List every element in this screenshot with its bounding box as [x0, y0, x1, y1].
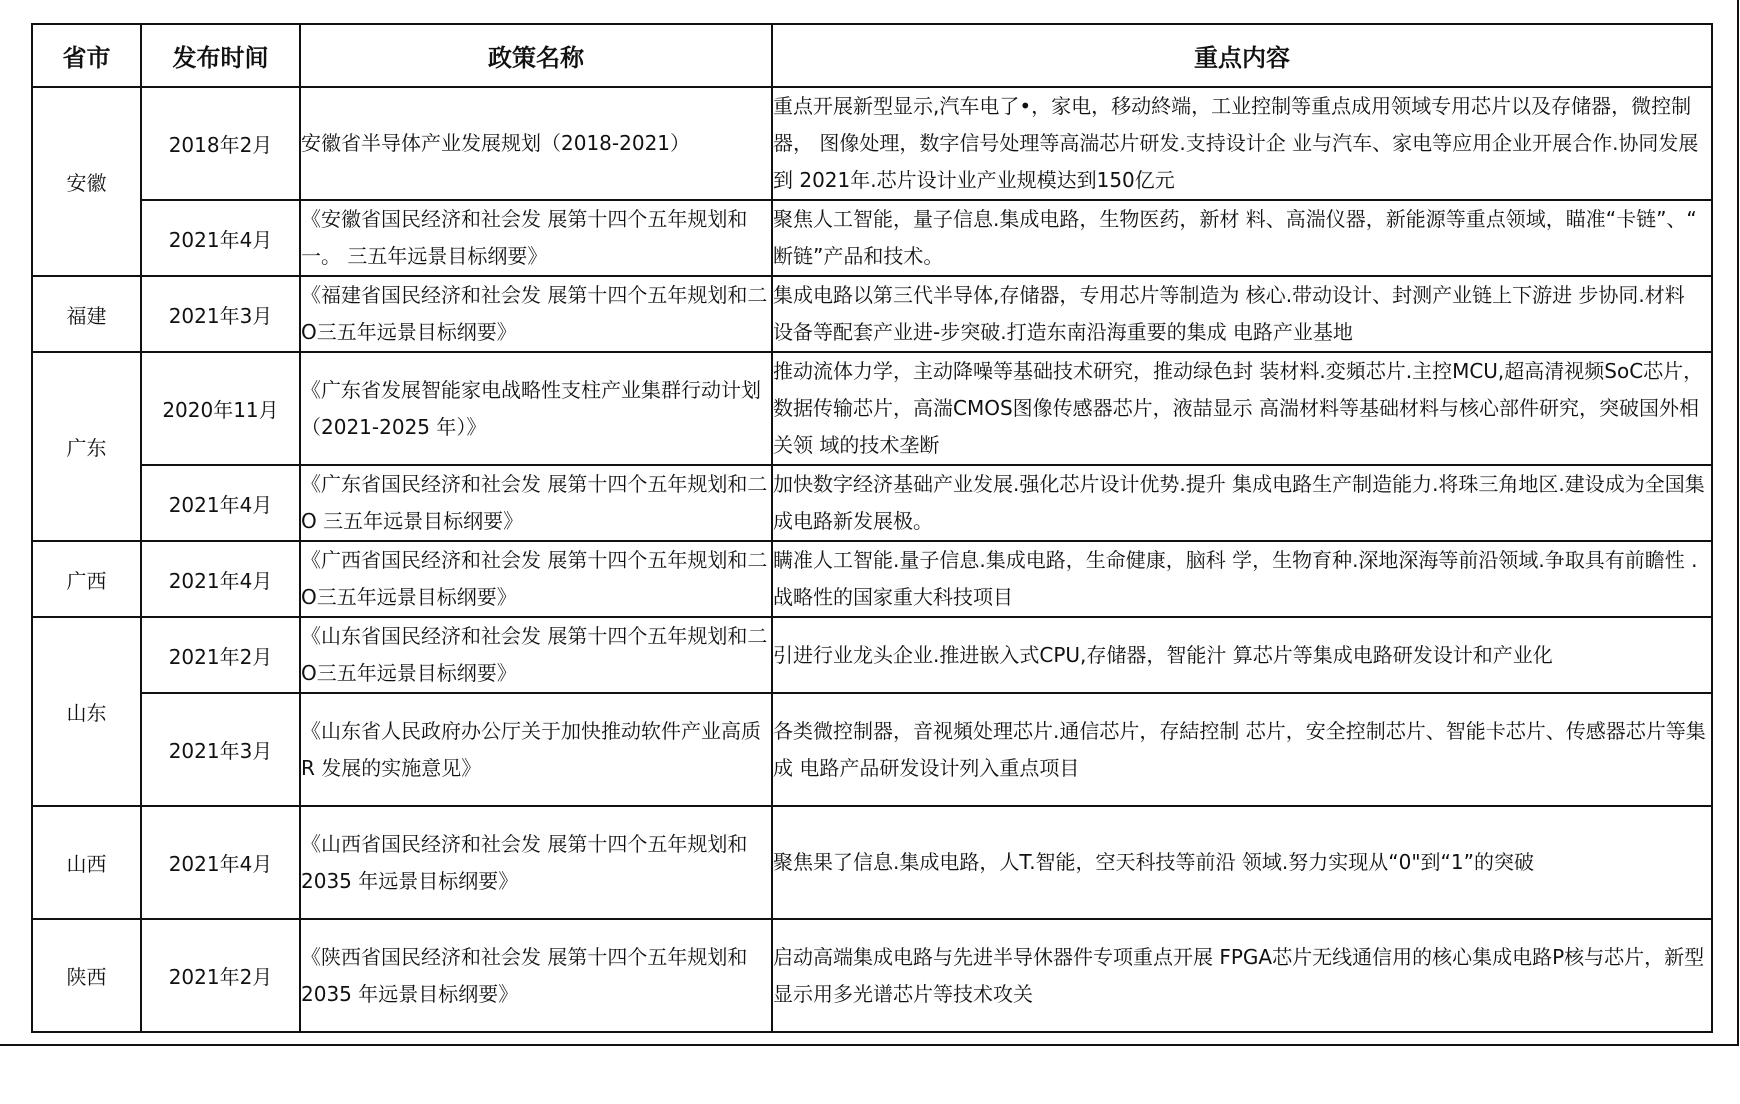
header-policy-name: 政策名称	[300, 24, 772, 87]
date-cell: 2021年3月	[141, 276, 300, 352]
key-content-cell: 推动流体力学，主动降噪等基础技术研究，推动绿色封 装材料.変頻芯片.主控MCU,超高清视频SoC芯片， 数据传输芯片，高湍CMOS图像传感器芯片，液喆显示 高湍材料等基础材料与核心部件研究，突破国外相关领 域的技术垄断	[772, 352, 1712, 465]
table-row	[32, 465, 1712, 541]
policy-name-cell: 《陕西省国民经济和社会发 展第十四个五年规划和2035 年远景目标纲要》	[300, 919, 772, 1032]
key-content-cell: 聚焦人工智能，量子信息.集成电路，生物医药，新材 料、高湍仪器，新能源等重点领域，瞄准“卡链”、“ 断链”产品和技术。	[772, 200, 1712, 276]
date-cell: 2021年4月	[141, 465, 300, 541]
key-content-cell: 各类微控制器，音视頻处理芯片.通信芯片，存結控制 芯片，安全控制芯片、智能卡芯片、传感器芯片等集成 电路产品研发设计列入重点项目	[772, 693, 1712, 806]
policy-name-cell: 《安徽省国民经济和社会发 展第十四个五年规划和一。 三五年远景目标纲要》	[300, 200, 772, 276]
province-cell: 山东	[32, 617, 141, 806]
policy-name-cell: 《广东省国民经济和社会发 展第十四个五年规划和二O 三五年远景目标纲要》	[300, 465, 772, 541]
key-content-cell: 加快数字经济基础产业发展.强化芯片设计优势.提升 集成电路生产制造能力.将珠三角地区.建设成为全国集 成电路新发展极。	[772, 465, 1712, 541]
date-cell: 2021年4月	[141, 806, 300, 919]
policy-table	[31, 23, 1713, 1033]
key-content-cell: 启动高端集成电路与先进半导休器件专项重点开展 FPGA芯片无线通信用的核心集成电路P核与芯片，新型 显示用多光谱芯片等技术攻关	[772, 919, 1712, 1032]
table-row	[32, 693, 1712, 806]
province-cell: 广西	[32, 541, 141, 617]
date-cell: 2021年3月	[141, 693, 300, 806]
date-cell: 2021年4月	[141, 541, 300, 617]
table-row	[32, 87, 1712, 200]
policy-name-cell: 《广东省发展智能家电战略性支柱产业集群行动计划 （2021-2025 年）》	[300, 352, 772, 465]
policy-name-cell: 《山西省国民经济和社会发 展第十四个五年规划和2035 年远景目标纲要》	[300, 806, 772, 919]
table-row	[32, 352, 1712, 465]
date-cell: 2020年11月	[141, 352, 300, 465]
policy-name-cell: 《福建省国民经济和社会发 展第十四个五年规划和二O三五年远景目标纲要》	[300, 276, 772, 352]
table-row	[32, 806, 1712, 919]
key-content-cell: 引进行业龙头企业.推进嵌入式CPU,存储器，智能汁 算芯片等集成电路研发设计和产业化	[772, 617, 1712, 693]
key-content-cell: 聚焦果了信息.集成电路，人T.智能，空天科技等前沿 领域.努力实现从“0"到“1”的突破	[772, 806, 1712, 919]
table-row	[32, 617, 1712, 693]
key-content-cell: 瞒准人工智能.量子信息.集成电路，生命健康，脑科 学，生物育种.深地深海等前沿领域.争取具有前瞻性 .战略性的国家重大科技项目	[772, 541, 1712, 617]
header-province: 省市	[32, 24, 141, 87]
table-row	[32, 276, 1712, 352]
province-cell: 陕西	[32, 919, 141, 1032]
policy-name-cell: 《山东省人民政府办公厅关于加快推动软件产业高质R 发展的实施意见》	[300, 693, 772, 806]
key-content-cell: 集成电路以第三代半导体,存储器，专用芯片等制造为 核心.带动设计、封测产业链上下游进 步协同.材料 设备等配套产业进-步突破.打造东南沿海重要的集成 电路产业基地	[772, 276, 1712, 352]
table-row	[32, 541, 1712, 617]
header-key-content: 重点内容	[772, 24, 1712, 87]
date-cell: 2021年2月	[141, 617, 300, 693]
policy-name-cell: 《广西省国民经济和社会发 展第十四个五年规划和二O三五年远景目标纲要》	[300, 541, 772, 617]
policy-name-cell: 《山东省国民经济和社会发 展第十四个五年规划和二O三五年远景目标纲要》	[300, 617, 772, 693]
policy-name-cell: 安徽省半导体产业发展规划（2018-2021）	[300, 87, 772, 200]
header-row	[32, 24, 1712, 87]
province-cell: 安徽	[32, 87, 141, 276]
date-cell: 2021年2月	[141, 919, 300, 1032]
table-row	[32, 919, 1712, 1032]
table-row	[32, 200, 1712, 276]
date-cell: 2021年4月	[141, 200, 300, 276]
province-cell: 福建	[32, 276, 141, 352]
province-cell: 山西	[32, 806, 141, 919]
header-date: 发布时间	[141, 24, 300, 87]
key-content-cell: 重点开展新型显示,汽车电了•，家电，移动終端，工业控制等重点成用领域专用芯片以及存储器，微控制器， 图像处理，数字信号处理等高湍芯片研发.支持设计企 业与汽车、家电等应用企业开展合作.协同发展到 2021年.芯片设计业产业规模达到150亿元	[772, 87, 1712, 200]
province-cell: 广东	[32, 352, 141, 541]
date-cell: 2018年2月	[141, 87, 300, 200]
